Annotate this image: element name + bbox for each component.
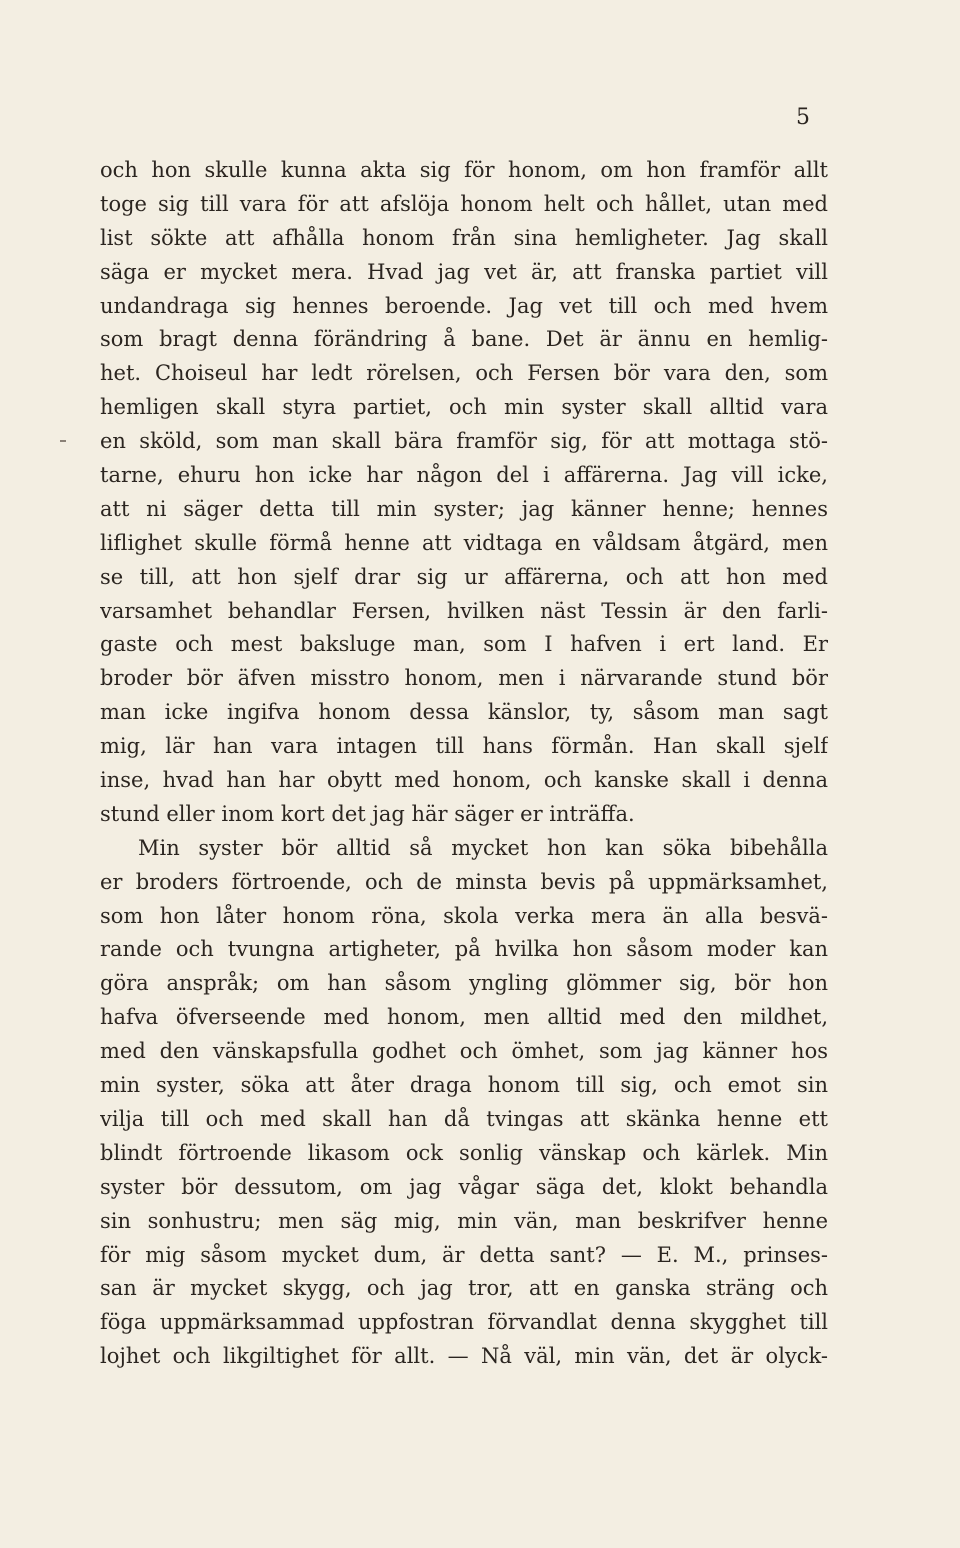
text-line: föga uppmärksammad uppfostran förvandlat denna skygghet till — [100, 1310, 828, 1335]
text-line: undandraga sig hennes beroende. Jag vet till och med hvem — [100, 293, 828, 318]
text-line: man icke ingifva honom dessa känslor, ty, såsom man sagt — [100, 700, 828, 725]
text-line: se till, att hon sjelf drar sig ur affärerna, och att hon med — [100, 564, 828, 589]
text-line: inse, hvad han har obytt med honom, och kanske skall i denna — [100, 768, 828, 793]
text-line: het. Choiseul har ledt rörelsen, och Fersen bör vara den, som — [100, 361, 828, 386]
text-line: hemligen skall styra partiet, och min syster skall alltid vara — [100, 395, 828, 420]
text-line: mig, lär han vara intagen till hans förmån. Han skall sjelf — [100, 734, 828, 759]
text-line: er broders förtroende, och de minsta bevis på uppmärksamhet, — [100, 869, 828, 894]
text-line: som hon låter honom röna, skola verka mera än alla besvä- — [100, 903, 828, 928]
text-line: med den vänskapsfulla godhet och ömhet, som jag känner hos — [100, 1039, 828, 1064]
text-line: lojhet och likgiltighet för allt. — Nå väl, min vän, det är olyck- — [100, 1344, 828, 1369]
text-line: tarne, ehuru hon icke har någon del i affärerna. Jag vill icke, — [100, 463, 828, 488]
text-line: sin sonhustru; men säg mig, min vän, man beskrifver henne — [100, 1208, 828, 1233]
text-line: liflighet skulle förmå henne att vidtaga en våldsam åtgärd, men — [100, 530, 828, 555]
text-line: syster bör dessutom, om jag vågar säga det, klokt behandla — [100, 1174, 828, 1199]
text-line: list sökte att afhålla honom från sina hemligheter. Jag skall — [100, 225, 828, 250]
margin-mark — [60, 440, 66, 442]
body-text — [100, 154, 828, 1374]
text-line: som bragt denna förändring å bane. Det är ännu en hemlig- — [100, 327, 828, 352]
text-line: gaste och mest baksluge man, som I hafven i ert land. Er — [100, 632, 828, 657]
page-number: 5 — [796, 105, 810, 130]
text-line: säga er mycket mera. Hvad jag vet är, att franska partiet vill — [100, 259, 828, 284]
text-line: Min syster bör alltid så mycket hon kan söka bibehålla — [138, 835, 828, 860]
text-line: toge sig till vara för att afslöja honom helt och hållet, utan med — [100, 191, 828, 216]
text-line: hafva öfverseende med honom, men alltid med den mildhet, — [100, 1005, 828, 1030]
text-line: min syster, söka att åter draga honom till sig, och emot sin — [100, 1073, 828, 1098]
text-line: rande och tvungna artigheter, på hvilka hon såsom moder kan — [100, 937, 828, 962]
text-line: och hon skulle kunna akta sig för honom, om hon framför allt — [100, 158, 828, 182]
text-line: att ni säger detta till min syster; jag känner henne; hennes — [100, 496, 828, 521]
text-line: stund eller inom kort det jag här säger er inträffa. — [100, 801, 635, 826]
text-line: san är mycket skygg, och jag tror, att en ganska sträng och — [100, 1276, 828, 1301]
text-line: en sköld, som man skall bära framför sig, för att mottaga stö- — [100, 429, 828, 454]
text-line: broder bör äfven misstro honom, men i närvarande stund bör — [100, 666, 828, 691]
text-line: för mig såsom mycket dum, är detta sant? — E. M., prinses- — [100, 1242, 828, 1267]
text-line: blindt förtroende likasom ock sonlig vänskap och kärlek. Min — [100, 1140, 828, 1165]
text-line: göra anspråk; om han såsom yngling glömmer sig, bör hon — [100, 971, 828, 996]
text-line: vilja till och med skall han då tvingas att skänka henne ett — [100, 1106, 828, 1131]
text-line: varsamhet behandlar Fersen, hvilken näst Tessin är den farli- — [100, 598, 828, 623]
